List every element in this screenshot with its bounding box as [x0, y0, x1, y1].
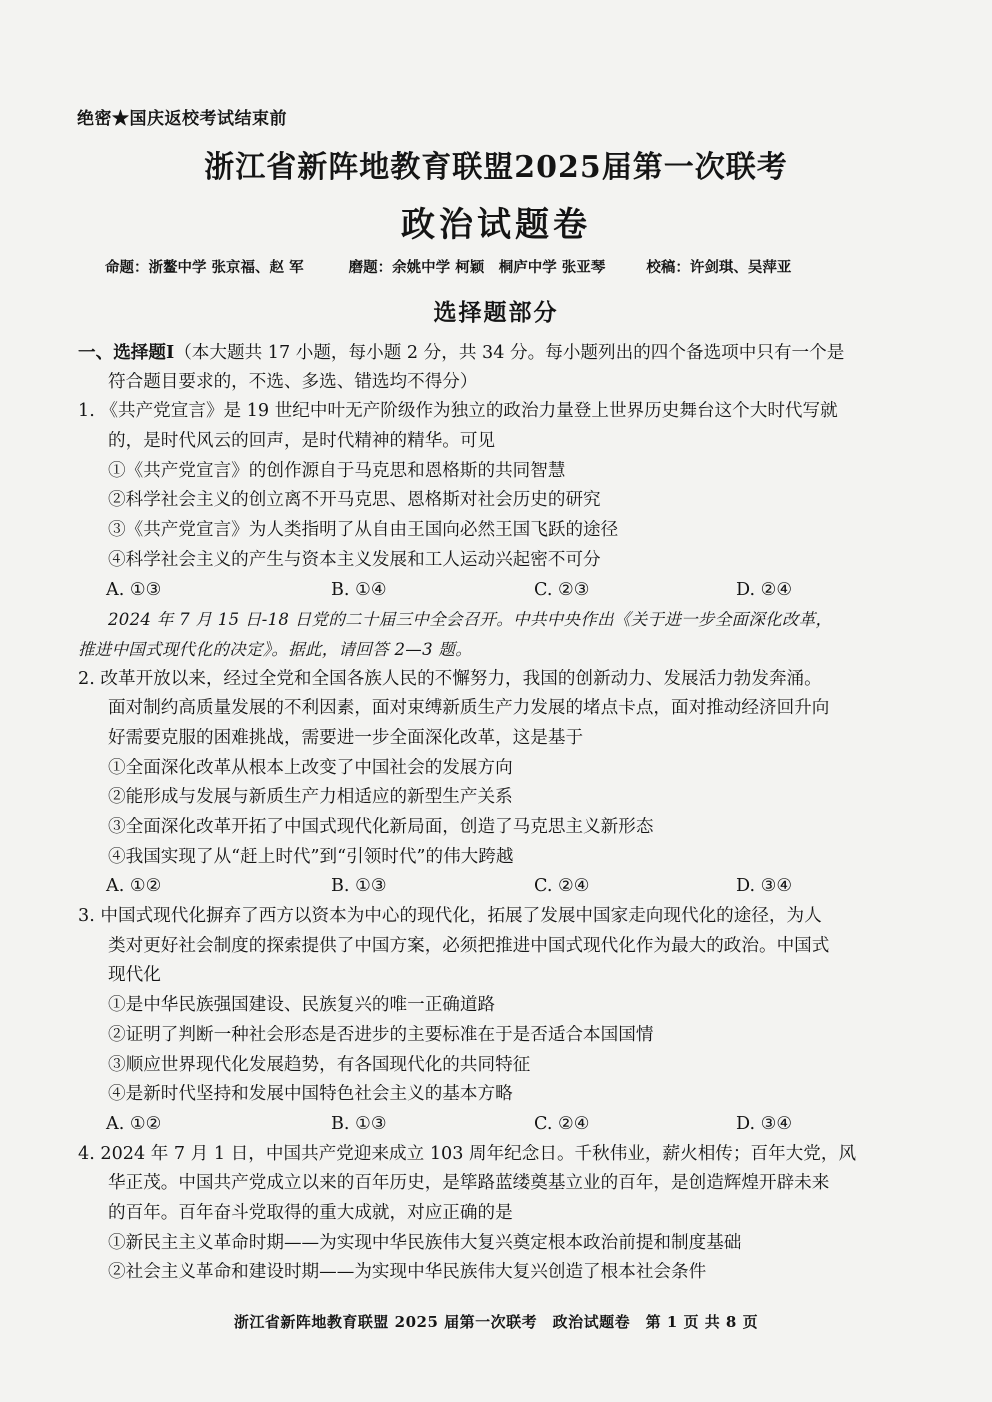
statement: ②科学社会主义的创立离不开马克思、恩格斯对社会历史的研究 — [108, 490, 601, 511]
passage-line: 2024 年 7 月 15 日-18 日党的二十届三中全会召开。中共中央作出《关于进一步全面深化改革， — [108, 610, 833, 630]
option-c: C. ②④ — [534, 1113, 590, 1134]
option-c: C. ②③ — [534, 579, 590, 600]
section-heading: 一、选择题Ⅰ — [78, 342, 175, 363]
option-b: B. ①③ — [331, 876, 387, 897]
statement: ①是中华民族强国建设、民族复兴的唯一正确道路 — [108, 995, 496, 1016]
confidential-notice: 绝密★国庆返校考试结束前 — [77, 109, 287, 129]
proposer: 命题：浙鳌中学 张京福、赵 军 — [105, 259, 304, 276]
question-1 — [78, 397, 946, 605]
option-d: D. ③④ — [736, 876, 793, 897]
question-stem-cont: 好需要克服的困难挑战，需要进一步全面深化改革，这是基于 — [108, 727, 584, 748]
option-c: C. ②④ — [534, 876, 590, 897]
answer-options — [78, 1110, 946, 1140]
statement: ②能形成与发展与新质生产力相适应的新型生产关系 — [108, 787, 513, 808]
page-footer: 浙江省新阵地教育联盟 2025 届第一次联考 政治试题卷 第 1 页 共 8 页 — [233, 1313, 759, 1331]
authors-line — [105, 256, 791, 277]
option-b: B. ①④ — [331, 579, 387, 600]
statement: ①新民主主义革命时期——为实现中华民族伟大复兴奠定根本政治前提和制度基础 — [108, 1232, 742, 1253]
question-stem: 2. 改革开放以来，经过全党和全国各族人民的不懈努力，我国的创新动力、发展活力勃发奔涌。 — [78, 668, 822, 689]
question-stem-cont: 面对制约高质量发展的不利因素，面对束缚新质生产力发展的堵点卡点，面对推动经济回升向 — [108, 698, 830, 719]
question-stem: 3. 中国式现代化摒弃了西方以资本为中心的现代化，拓展了发展中国家走向现代化的途径，为人 — [78, 906, 822, 927]
statement: ②社会主义革命和建设时期——为实现中华民族伟大复兴创造了根本社会条件 — [108, 1262, 707, 1283]
reviewer: 磨题：余姚中学 柯颖 桐庐中学 张亚琴 — [348, 259, 606, 276]
option-b: B. ①③ — [331, 1113, 387, 1134]
statement: ③全面深化改革开拓了中国式现代化新局面，创造了马克思主义新形态 — [108, 817, 654, 837]
question-stem-cont: 的，是时代风云的回声，是时代精神的精华。可见 — [108, 431, 496, 452]
section-instruction-cont: 符合题目要求的，不选、多选、错选均不得分） — [108, 371, 478, 392]
statement: ④科学社会主义的产生与资本主义发展和工人运动兴起密不可分 — [108, 549, 601, 570]
question-stem-cont: 的百年。百年奋斗党取得的重大成就，对应正确的是 — [108, 1202, 513, 1223]
question-stem-cont: 现代化 — [108, 965, 161, 986]
question-3 — [78, 902, 946, 1140]
exam-title: 浙江省新阵地教育联盟2025届第一次联考 — [204, 150, 788, 185]
answer-options — [78, 576, 946, 606]
option-a: A. ①③ — [106, 579, 162, 600]
question-4 — [78, 1140, 946, 1288]
exam-content — [78, 338, 946, 1288]
statement: ①《共产党宣言》的创作源自于马克思和恩格斯的共同智慧 — [108, 460, 566, 481]
question-2 — [78, 665, 946, 903]
question-stem-cont: 华正茂。中国共产党成立以来的百年历史，是筚路蓝缕奠基立业的百年，是创造辉煌开辟未来 — [108, 1173, 830, 1194]
question-stem: 4. 2024 年 7 月 1 日，中国共产党迎来成立 103 周年纪念日。千秋伟业，薪火相传；百年大党，风 — [78, 1143, 857, 1164]
question-stem: 1. 《共产党宣言》是 19 世纪中叶无产阶级作为独立的政治力量登上世界历史舞台这个大时代写就 — [78, 401, 838, 422]
option-d: D. ③④ — [736, 1113, 793, 1134]
statement: ④是新时代坚持和发展中国特色社会主义的基本方略 — [108, 1084, 513, 1105]
question-stem-cont: 类对更好社会制度的探索提供了中国方案，必须把推进中国式现代化作为最大的政治。中国式 — [108, 935, 830, 956]
exam-subtitle: 政治试题卷 — [401, 205, 591, 245]
proofreader: 校稿：许剑琪、吴萍亚 — [646, 259, 792, 276]
option-a: A. ①② — [106, 1113, 162, 1134]
passage-line: 推进中国式现代化的决定》。据此，请回答 2—3 题。 — [78, 639, 473, 659]
statement: ③顺应世界现代化发展趋势，有各国现代化的共同特征 — [108, 1054, 531, 1075]
option-d: D. ②④ — [736, 579, 793, 600]
option-a: A. ①② — [106, 876, 162, 897]
statement: ①全面深化改革从根本上改变了中国社会的发展方向 — [108, 757, 513, 778]
answer-options — [78, 872, 946, 902]
statement: ④我国实现了从“赶上时代”到“引领时代”的伟大跨越 — [108, 846, 514, 867]
statement: ③《共产党宣言》为人类指明了从自由王国向必然王国飞跃的途径 — [108, 520, 619, 541]
section-instruction: 一、选择题Ⅰ（本大题共 17 小题，每小题 2 分，共 34 分。每小题列出的四个备选项中只有一个是 — [78, 342, 845, 363]
part-heading: 选择题部分 — [433, 299, 559, 326]
statement: ②证明了判断一种社会形态是否进步的主要标准在于是否适合本国国情 — [108, 1024, 654, 1045]
